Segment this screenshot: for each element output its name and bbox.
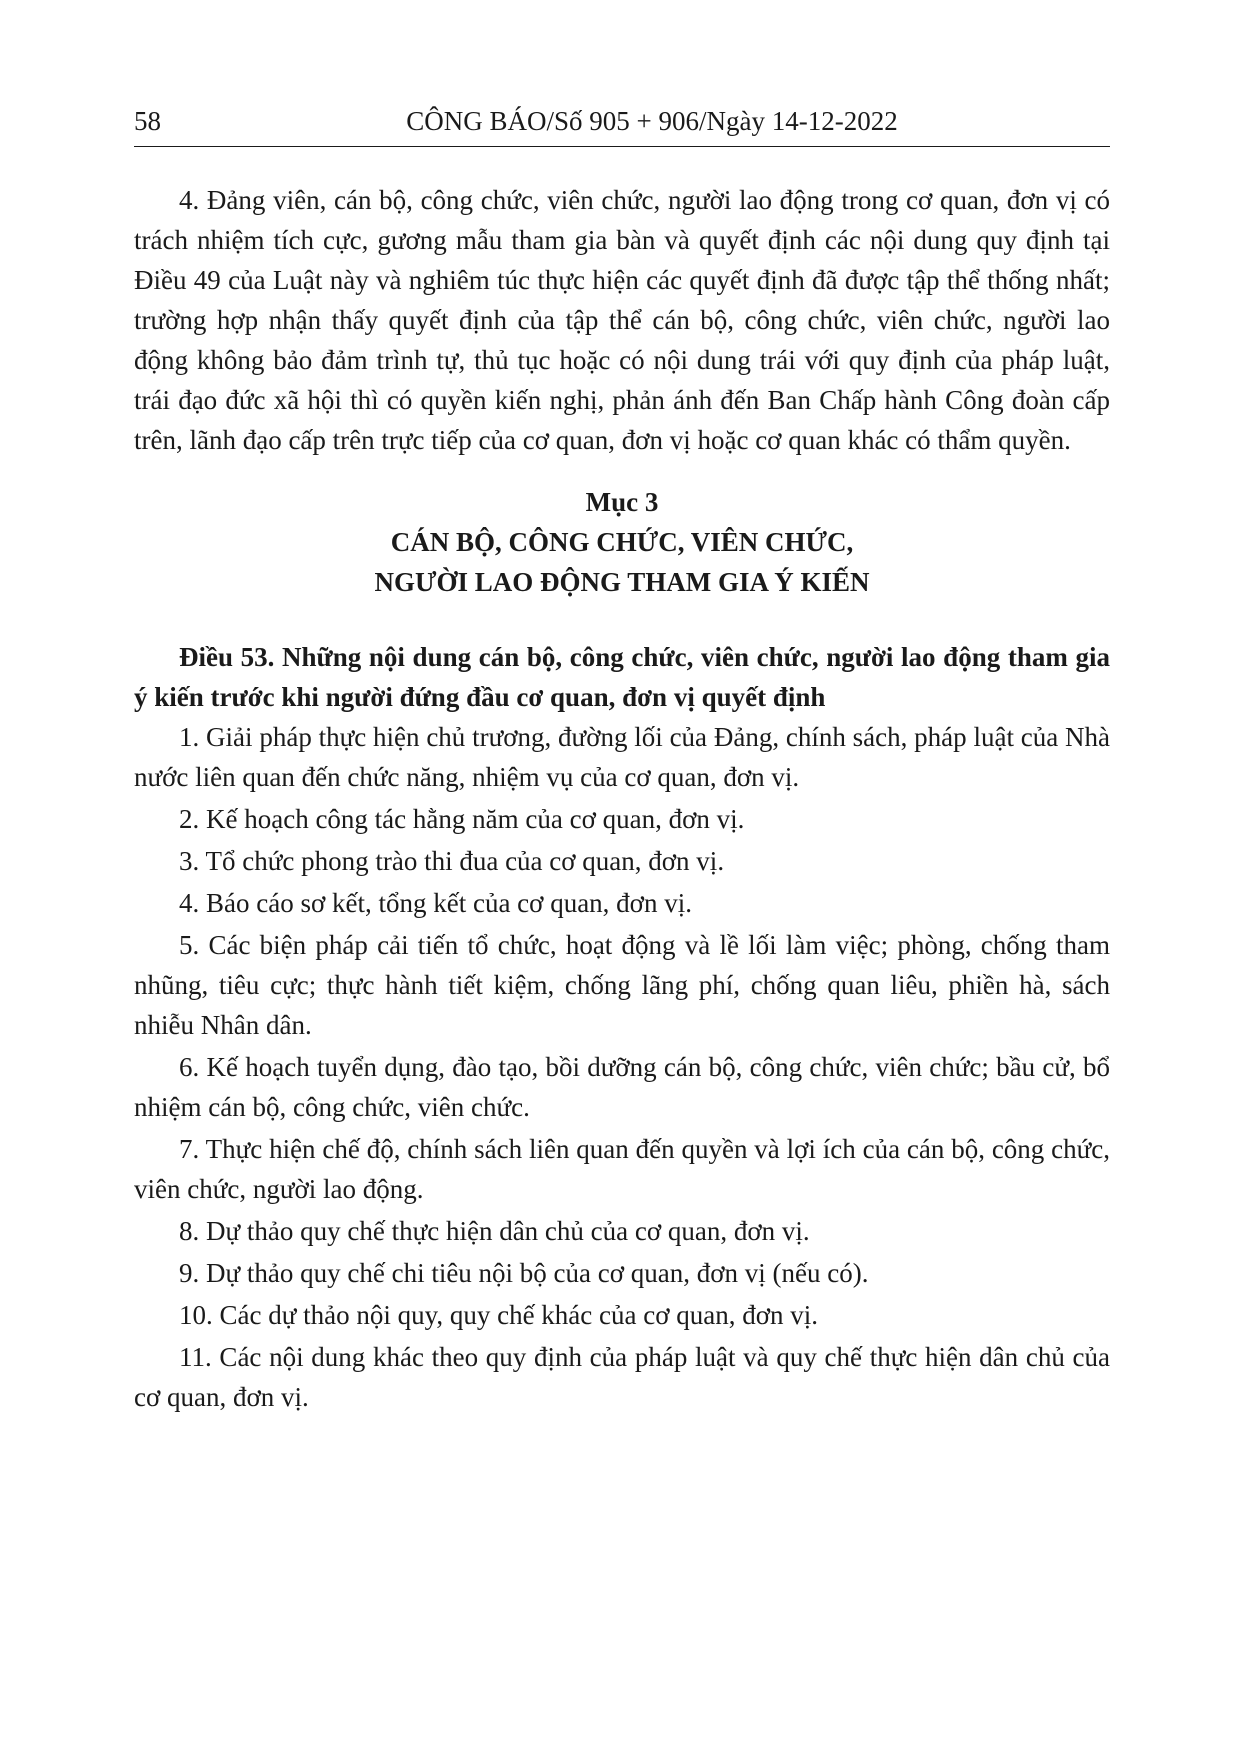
article-item-9: 9. Dự thảo quy chế chi tiêu nội bộ của cơ quan, đơn vị (nếu có). [179, 1258, 869, 1288]
article-item-5: 5. Các biện pháp cải tiến tổ chức, hoạt động và lề lối làm việc; phòng, chống tham nhũng, tiêu cực; thực hành tiết kiệm, chống lãng phí, chống quan liêu, phiền hà, sách nhiễu Nhân dân. [134, 930, 1110, 1040]
article-title: Điều 53. Những nội dung cán bộ, công chức, viên chức, người lao động tham gia ý kiến trước khi người đứng đầu cơ quan, đơn vị quyết định [134, 642, 1110, 712]
article-item-7: 7. Thực hiện chế độ, chính sách liên quan đến quyền và lợi ích của cán bộ, công chức, viên chức, người lao động. [134, 1134, 1110, 1204]
page-number: 58 [134, 106, 161, 136]
section-title-line-2: NGƯỜI LAO ĐỘNG THAM GIA Ý KIẾN [374, 567, 870, 597]
article-item-8: 8. Dự thảo quy chế thực hiện dân chủ của cơ quan, đơn vị. [179, 1216, 810, 1246]
page-header [134, 106, 1110, 144]
section-title-line-1: CÁN BỘ, CÔNG CHỨC, VIÊN CHỨC, [390, 527, 854, 557]
article-item-1: 1. Giải pháp thực hiện chủ trương, đường lối của Đảng, chính sách, pháp luật của Nhà nước liên quan đến chức năng, nhiệm vụ của cơ quan, đơn vị. [134, 722, 1110, 792]
article-item-10: 10. Các dự thảo nội quy, quy chế khác của cơ quan, đơn vị. [179, 1300, 819, 1330]
article-item-4: 4. Báo cáo sơ kết, tổng kết của cơ quan, đơn vị. [179, 888, 692, 918]
article-item-11: 11. Các nội dung khác theo quy định của pháp luật và quy chế thực hiện dân chủ của cơ quan, đơn vị. [134, 1342, 1110, 1412]
article-item-3: 3. Tổ chức phong trào thi đua của cơ quan, đơn vị. [179, 846, 725, 876]
intro-paragraph: 4. Đảng viên, cán bộ, công chức, viên chức, người lao động trong cơ quan, đơn vị có trách nhiệm tích cực, gương mẫu tham gia bàn và quyết định các nội dung quy định tại Điều 49 của Luật này và nghiêm túc thực hiện các quyết định đã được tập thể thống nhất; trường hợp nhận thấy quyết định của tập thể cán bộ, công chức, viên chức, người lao động không bảo đảm trình tự, thủ tục hoặc có nội dung trái với quy định của pháp luật, trái đạo đức xã hội thì có quyền kiến nghị, phản ánh đến Ban Chấp hành Công đoàn cấp trên, lãnh đạo cấp trên trực tiếp của cơ quan, đơn vị hoặc cơ quan khác có thẩm quyền. [134, 185, 1110, 455]
section-label: Mục 3 [585, 487, 659, 517]
article-item-2: 2. Kế hoạch công tác hằng năm của cơ quan, đơn vị. [179, 804, 745, 834]
gazette-title: CÔNG BÁO/Số 905 + 906/Ngày 14-12-2022 [406, 106, 898, 136]
header-divider [134, 146, 1110, 147]
article-item-6: 6. Kế hoạch tuyển dụng, đào tạo, bồi dưỡng cán bộ, công chức, viên chức; bầu cử, bổ nhiệm cán bộ, công chức, viên chức. [134, 1052, 1110, 1122]
